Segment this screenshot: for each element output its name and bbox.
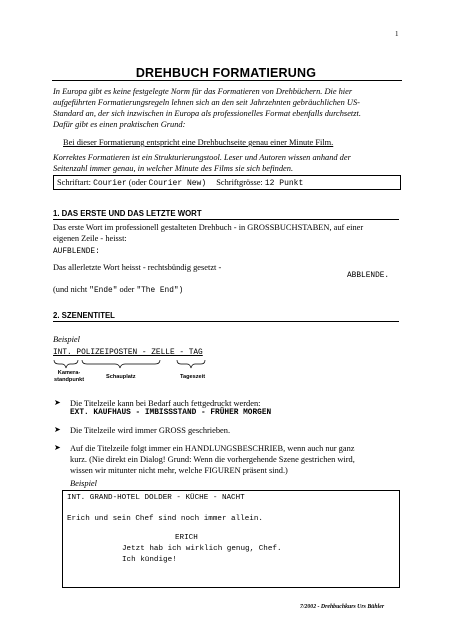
page-title: DREHBUCH FORMATIERUNG [135, 66, 317, 80]
ende-text: "Ende" [89, 287, 118, 295]
intro-line: Seitenzahl immer genau, in welcher Minute des Films sie sich befinden. [53, 164, 294, 173]
brace-annotations [53, 358, 253, 370]
example-character: ERICH [175, 534, 198, 542]
the-end-text: "The End") [136, 287, 184, 295]
intro-rule: Bei dieser Formatierung entspricht eine Drehbuchseite genau einer Minute Film. [63, 138, 334, 147]
und-nicht: (und nicht [53, 285, 88, 294]
bullet-arrow-icon: ➤ [54, 443, 61, 452]
label-kamera-line: standpunkt [54, 377, 85, 383]
section-1-text [53, 222, 363, 244]
intro-line: Standard an, der sich inzwischen in Europa als professionelles Format ebenfalls durchsetzt. [53, 109, 361, 118]
bullet-1: Die Titelzeile kann bei Bedarf auch fettgedruckt werden: [70, 399, 261, 408]
text-line: eigenen Zeile - heisst: [53, 234, 127, 243]
example-scene-heading: INT. GRAND-HOTEL DOLDER - KÜCHE - NACHT [67, 494, 245, 502]
bullet-3-line: wissen wir mitunter nicht mehr, welche FIGUREN präsent sind.) [70, 466, 288, 475]
dialog-line: Ich kündige! [122, 556, 177, 564]
section-1-line3: Das allerletzte Wort heisst - rechtsbündig gesetzt - [53, 263, 222, 272]
oder-text: oder [119, 285, 135, 294]
page-number: 1 [395, 30, 399, 38]
size-label: Schriftgrösse: [216, 178, 263, 187]
font-value-alt: Courier New) [148, 179, 207, 188]
bullet-arrow-icon: ➤ [54, 398, 61, 407]
scene-heading-example: INT. POLIZEIPOSTEN - ZELLE - TAG [53, 349, 203, 357]
beispiel-label: Beispiel [53, 335, 80, 344]
bullet-2: Die Titelzeile wird immer GROSS geschrieben. [70, 426, 231, 435]
intro-paragraph-2 [53, 152, 351, 174]
size-value: 12 Punkt [264, 179, 304, 188]
section-1-heading: 1. DAS ERSTE UND DAS LETZTE WORT [53, 209, 202, 218]
label-kamera-line: Kamera- [57, 370, 81, 376]
brace-kamera [54, 360, 78, 368]
aufblende: AUFBLENDE: [53, 248, 100, 256]
footer: 7/2002 - Drehbuchkurs Urs Bühler [300, 604, 385, 610]
bullet-arrow-icon: ➤ [54, 425, 61, 434]
font-info [57, 177, 303, 189]
intro-line: Korrektes Formatieren ist ein Strukturierungstool. Leser und Autoren wissen anhand der [53, 153, 351, 162]
beispiel-label-2: Beispiel [70, 479, 97, 488]
bold-scene-example: EXT. KAUFHAUS - IMBISSSTAND - FRÜHER MORGEN [70, 409, 272, 417]
bullet-3-line: Auf die Titelzeile folgt immer ein HANDLUNGSBESCHRIEB, wenn auch nur ganz [70, 444, 355, 453]
brace-schauplatz [82, 360, 160, 368]
example-action: Erich und sein Chef sind noch immer allein. [67, 515, 263, 523]
abblende: ABBLENDE. [347, 272, 390, 280]
intro-paragraph [53, 86, 361, 130]
screenplay-example-box [62, 490, 400, 588]
brace-tageszeit [177, 360, 205, 368]
section-2-rule [53, 321, 399, 322]
font-label: Schriftart: [57, 178, 91, 187]
label-schauplatz: Schauplatz [106, 374, 136, 380]
text-line: Das erste Wort im professionell gestalteten Drehbuch - in GROSSBUCHSTABEN, auf einer [53, 223, 364, 232]
intro-line: aufgeführten Formatierungsregeln lehnen sich an den seit Jahrzehnten gebräuchlichen US- [53, 98, 360, 107]
section-2-heading: 2. SZENENTITEL [53, 311, 115, 320]
font-alt-open: (oder [128, 178, 147, 187]
bullet-3-line: kurz. (Nie direkt ein Dialog! Grund: Wenn die vorhergehende Szene gestrichen wird, [70, 455, 355, 464]
font-value: Courier [93, 179, 127, 188]
intro-line: Dafür gibt es einen praktischen Grund: [53, 120, 186, 129]
label-kamera [54, 370, 84, 384]
intro-line: In Europa gibt es keine festgelegte Norm für das Formatieren von Drehbüchern. Die hier [53, 87, 353, 96]
label-tageszeit: Tageszeit [180, 374, 206, 380]
dialog-line: Jetzt hab ich wirklich genug, Chef. [122, 545, 282, 553]
example-dialog [122, 544, 282, 566]
title-rule [52, 80, 402, 81]
section-1-rule [53, 219, 399, 220]
section-1-note [53, 284, 183, 297]
bullet-3 [70, 443, 355, 476]
